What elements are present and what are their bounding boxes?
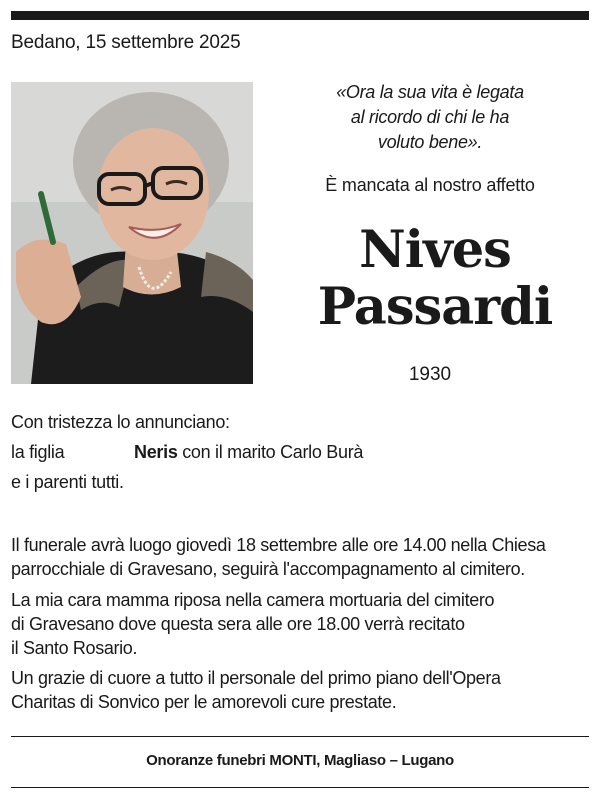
intro-text: È mancata al nostro affetto [325,175,535,195]
paragraph-line: il Santo Rosario. [11,638,138,658]
portrait-photo [11,82,253,384]
footer-bottom-rule [11,787,589,788]
quote-line: al ricordo di chi le ha [350,107,510,127]
quote-line: «Ora la sua vita è legata [336,82,524,102]
funeral-paragraph [11,533,589,581]
birth-year: 1930 [408,364,452,385]
place-date: Bedano, 15 settembre 2025 [11,32,241,53]
last-name: Passardi [317,277,553,337]
relative-line [134,442,363,463]
relative-rest: con il marito Carlo Burà [177,442,364,462]
paragraph-line: di Gravesano dove questa sera alle ore 18.00 verrà recitato [11,614,465,634]
funeral-home: Onoranze funebri MONTI, Magliaso – Lugano [146,752,454,769]
paragraph-line: La mia cara mamma riposa nella camera mortuaria del cimitero [11,590,495,610]
paragraph-line: Il funerale avrà luogo giovedì 18 settembre alle ore 14.00 nella Chiesa [11,535,546,555]
quote-line: voluto bene». [377,132,483,152]
deceased-name [290,222,580,336]
relatives-others: e i parenti tutti. [11,472,124,492]
relative-name: Neris [134,442,178,462]
relation-label: la figlia [11,442,65,462]
footer-top-rule [11,736,589,737]
quote [300,80,560,155]
rosary-paragraph [11,588,589,660]
first-name: Nives [359,220,511,280]
announcement-heading: Con tristezza lo annunciano: [11,412,230,432]
paragraph-line: Charitas di Sonvico per le amorevoli cure prestate. [11,692,397,712]
thanks-paragraph [11,666,589,714]
top-rule [11,11,589,20]
paragraph-line: parrocchiale di Gravesano, seguirà l'accompagnamento al cimitero. [11,559,525,579]
paragraph-line: Un grazie di cuore a tutto il personale del primo piano dell'Opera [11,668,501,688]
